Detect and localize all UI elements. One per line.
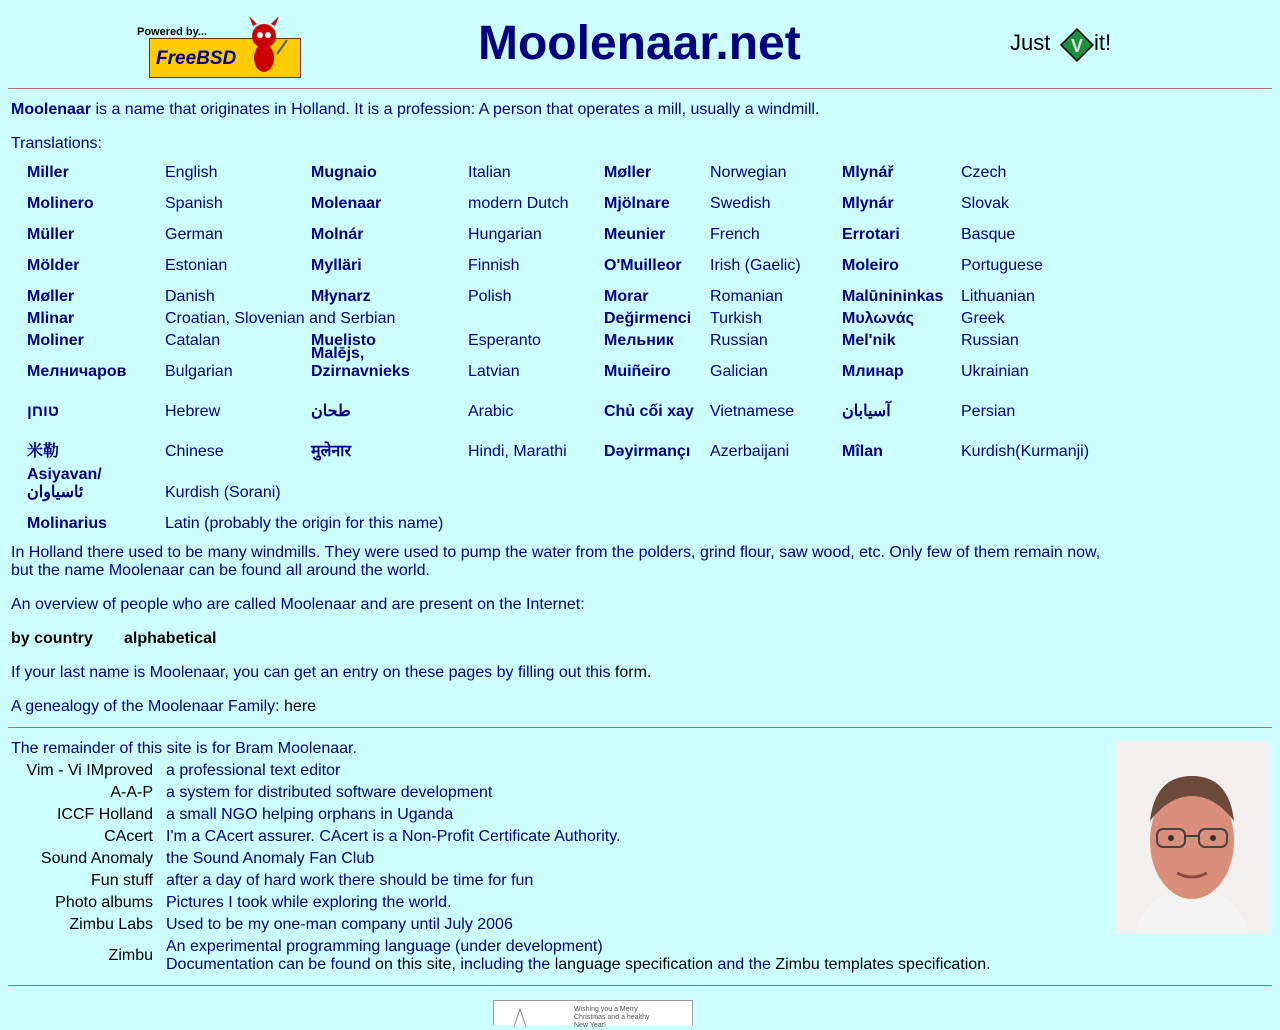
project-label: Zimbu Labs <box>69 916 153 933</box>
zimbu-line-1[interactable]: An experimental programming language (under development) <box>166 938 603 955</box>
translation-language: Lithuanian <box>961 288 1035 305</box>
project-link[interactable]: I'm a CAcert assurer. CAcert is a Non-Profit Certificate Authority. <box>166 828 621 845</box>
project-link[interactable]: a professional text editor <box>166 762 341 779</box>
zimbu-templates-spec[interactable]: Zimbu templates specification. <box>770 956 991 973</box>
freebsd-logo: FreeBSD <box>149 38 301 78</box>
bram-photo <box>1115 741 1269 934</box>
translation-name: Morar <box>604 288 649 305</box>
zimbu-line-2 <box>166 956 991 974</box>
svg-text:V: V <box>1071 36 1084 56</box>
translation-language: Irish (Gaelic) <box>710 257 801 274</box>
translation-name: טוחן <box>27 403 59 420</box>
project-link[interactable]: the Sound Anomaly Fan Club <box>166 850 375 867</box>
daemon-icon <box>239 14 289 74</box>
project-label: CAcert <box>104 828 153 845</box>
project-link[interactable]: Pictures I took while exploring the world. <box>166 894 452 911</box>
translation-language: Kurdish (Sorani) <box>165 484 281 501</box>
translation-name: Møller <box>604 164 652 181</box>
translation-name: Mylläri <box>311 257 362 274</box>
translation-name: Mlinar <box>27 310 75 327</box>
translation-name: Malūnininkas <box>842 288 944 305</box>
translation-name: Molinarius <box>27 515 108 532</box>
translation-name: O'Muilleor <box>604 257 682 274</box>
bram-intro: The remainder of this site is for Bram Moolenaar. <box>11 740 357 757</box>
translation-name: Müller <box>27 226 75 243</box>
translation-name: Mel'nik <box>842 332 896 349</box>
holland-text-1: In Holland there used to be many windmills. They were used to pump the water from the polders, grind flour, saw wood, etc. Only few of them remain now, <box>11 544 1101 561</box>
translation-language: Portuguese <box>961 257 1043 274</box>
translation-language: Hungarian <box>468 226 542 243</box>
translation-name: Muelisto <box>311 332 376 349</box>
freebsd-badge[interactable] <box>137 14 299 74</box>
genealogy-link[interactable]: here <box>284 698 317 715</box>
form-link[interactable]: form. <box>614 664 652 681</box>
project-label: A-A-P <box>110 784 153 801</box>
project-label: Sound Anomaly <box>40 850 153 867</box>
project-link[interactable]: a small NGO helping orphans in Uganda <box>166 806 454 823</box>
translation-language: Basque <box>961 226 1016 243</box>
translation-language: Finnish <box>468 257 520 274</box>
card-text: Wishing you a Merry Christmas and a healthy New Year! <box>574 1006 650 1029</box>
translation-language: Polish <box>468 288 512 305</box>
project-label: Photo albums <box>55 894 153 911</box>
translation-language: Russian <box>961 332 1019 349</box>
translation-name: Młynarz <box>311 288 371 305</box>
translation-language: French <box>710 226 760 243</box>
portrait-image <box>1115 741 1269 934</box>
translation-language: Arabic <box>468 403 514 420</box>
translation-name: Muiñeiro <box>604 363 671 380</box>
translation-name: Møller <box>27 288 75 305</box>
translation-language: Turkish <box>710 310 762 327</box>
vim-badge[interactable]: Just V it! <box>1010 28 1112 64</box>
translation-name: Mlynár <box>842 195 894 212</box>
intro-line <box>11 101 819 119</box>
zimbu-on-site: on this site, <box>370 956 461 973</box>
translation-language: Galician <box>710 363 768 380</box>
translation-language: Italian <box>468 164 511 181</box>
translation-language: Slovak <box>961 195 1010 212</box>
translation-language: Russian <box>710 332 768 349</box>
translation-name: Errotari <box>842 226 900 243</box>
project-label: ICCF Holland <box>56 806 153 823</box>
translation-language: Chinese <box>165 443 224 460</box>
page-title: Moolenaar.net <box>478 17 801 70</box>
translation-name: Dəyirmançı <box>604 443 691 460</box>
translation-name: Malējs, Dzirnavnieks <box>311 345 410 380</box>
translation-language: Kurdish(Kurmanji) <box>961 443 1090 460</box>
vim-logo-icon <box>1060 28 1094 62</box>
translation-language: Hindi, Marathi <box>468 443 567 460</box>
translation-name: Mlynář <box>842 164 894 181</box>
translation-language: Bulgarian <box>165 363 233 380</box>
translation-language: German <box>165 226 223 243</box>
entry-text: If your last name is Moolenaar, you can get an entry on these pages by filling out this <box>11 664 615 681</box>
translation-language: Latvian <box>468 363 520 380</box>
translation-name: Mîlan <box>842 443 883 460</box>
translation-language: Latin (probably the origin for this name) <box>165 515 444 532</box>
link-alphabetical[interactable]: alphabetical <box>124 630 217 647</box>
translation-language: Hebrew <box>165 403 221 420</box>
translation-name: Asiyavan/ ئاسیاوان <box>27 466 102 501</box>
translation-language: Croatian, Slovenian and Serbian <box>165 310 396 327</box>
genealogy-line <box>11 698 316 716</box>
project-link[interactable]: Used to be my one-man company until July 2006 <box>166 916 513 933</box>
translation-language: English <box>165 164 218 181</box>
entry-line <box>11 664 651 682</box>
translation-language: Estonian <box>165 257 228 274</box>
translation-language: modern Dutch <box>468 195 569 212</box>
translation-name: 米勒 <box>27 443 60 460</box>
translation-language: Norwegian <box>710 164 787 181</box>
zimbu-label: Zimbu <box>108 947 153 964</box>
holland-text-2: but the name Moolenaar can be found all around the world. <box>11 562 430 579</box>
translation-language: Romanian <box>710 288 783 305</box>
translation-name: Molnár <box>311 226 364 243</box>
translation-name: Miller <box>27 164 69 181</box>
translation-name: Molinero <box>27 195 94 212</box>
overview-text: An overview of people who are called Moolenaar and are present on the Internet: <box>11 596 585 613</box>
project-label: Fun stuff <box>91 872 153 889</box>
zimbu-doc-link[interactable]: Documentation can be found <box>166 956 371 973</box>
translation-language: Persian <box>961 403 1016 420</box>
translation-name: Μυλωνάς <box>842 310 914 327</box>
translation-name: Мельник <box>604 332 674 349</box>
translation-language: Ukrainian <box>961 363 1029 380</box>
translation-name: Млинар <box>842 363 904 380</box>
translation-language: Danish <box>165 288 215 305</box>
translation-name: آسیابان <box>842 403 891 420</box>
zimbu-lang-spec[interactable]: language specification <box>550 956 718 973</box>
zimbu-and-the: and the <box>717 956 771 973</box>
translation-name: طحان <box>311 403 351 420</box>
divider-middle <box>8 727 1272 728</box>
translation-name: Moleiro <box>842 257 899 274</box>
intro-text: is a name that originates in Holland. It is a profession: A person that operates a mill, usually a windmill. <box>91 101 820 118</box>
translation-name: Mjölnare <box>604 195 670 212</box>
project-link[interactable]: after a day of hard work there should be time for fun <box>166 872 534 889</box>
powered-by-label: Powered by... <box>137 26 208 38</box>
translation-language: Greek <box>961 310 1005 327</box>
translation-name: मुलेनार <box>311 443 351 460</box>
translations-label: Translations: <box>11 135 102 152</box>
translation-name: Molenaar <box>311 195 382 212</box>
divider-bottom <box>8 985 1272 986</box>
translation-language: Esperanto <box>468 332 541 349</box>
translation-language: Spanish <box>165 195 223 212</box>
zimbu-including-link[interactable]: including the <box>460 956 551 973</box>
translation-language: Swedish <box>710 195 771 212</box>
link-by-country[interactable]: by country <box>11 630 93 647</box>
translation-name: Meunier <box>604 226 666 243</box>
card-drawing-icon <box>504 1003 544 1027</box>
translation-name: Mölder <box>27 257 80 274</box>
translation-language: Czech <box>961 164 1007 181</box>
project-link[interactable]: a system for distributed software development <box>166 784 493 801</box>
intro-name: Moolenaar <box>11 101 92 118</box>
translation-language: Vietnamese <box>710 403 795 420</box>
translation-language: Catalan <box>165 332 221 349</box>
translation-name: Mugnaio <box>311 164 377 181</box>
translation-name: Moliner <box>27 332 84 349</box>
translation-name: Chủ cối xay <box>604 403 694 420</box>
translation-language: Azerbaijani <box>710 443 790 460</box>
project-label: Vim - Vi IMproved <box>26 762 153 779</box>
translation-name: Мелничаров <box>27 363 127 380</box>
christmas-card[interactable] <box>493 1000 693 1029</box>
translation-name: Değirmenci <box>604 310 692 327</box>
genealogy-text: A genealogy of the Moolenaar Family: <box>11 698 285 715</box>
divider-top <box>8 88 1272 89</box>
